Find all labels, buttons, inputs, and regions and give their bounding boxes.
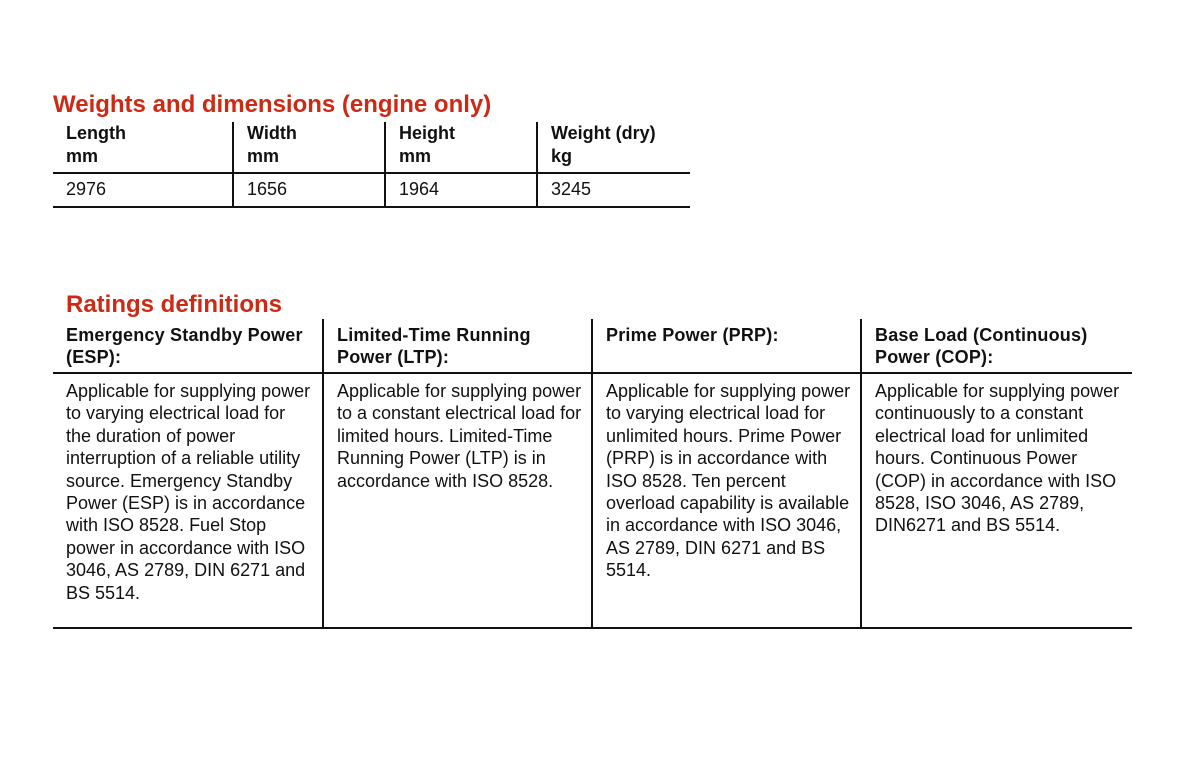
- header-label: Length: [66, 123, 126, 143]
- header-label: Width: [247, 123, 297, 143]
- table-row: [53, 173, 690, 207]
- header-unit: mm: [399, 146, 432, 166]
- cell-cop-description: Applicable for supplying power continuously to a constant electrical load for unlimited hours. Continuous Power (COP) in accordance with ISO 8528, ISO 3046, AS 2789, DIN6271 and BS 5514.: [861, 373, 1132, 628]
- cell-prp-description: Applicable for supplying power to varying electrical load for unlimited hours. Prime Power (PRP) is in accordance with ISO 8528. Ten percent overload capability is available in accordance with ISO 3046, AS 2789, DIN 6271 and BS 5514.: [592, 373, 861, 628]
- header-ltp: Limited-Time Running Power (LTP):: [323, 319, 592, 373]
- cell-length: 2976: [66, 179, 107, 199]
- cell-width: 1656: [233, 173, 385, 207]
- header-width: [233, 122, 385, 173]
- header-esp: Emergency Standby Power (ESP):: [66, 325, 303, 367]
- table-row: [53, 373, 1132, 628]
- header-unit: kg: [551, 146, 573, 166]
- cell-ltp-description: Applicable for supplying power to a constant electrical load for limited hours. Limited-Time Running Power (LTP) is in accordance with ISO 8528.: [323, 373, 592, 628]
- cell-esp-description: Applicable for supplying power to varying electrical load for the duration of power interruption of a reliable utility source. Emergency Standby Power (ESP) is in accordance with ISO 8528. Fuel Stop power in accordance with ISO 3046, AS 2789, DIN 6271 and BS 5514.: [66, 381, 311, 603]
- header-weight: [537, 122, 690, 173]
- header-label: Weight (dry): [551, 123, 656, 143]
- header-prp: Prime Power (PRP):: [592, 319, 861, 373]
- ratings-section-title: Ratings definitions: [66, 291, 282, 318]
- weights-section-title: Weights and dimensions (engine only): [53, 91, 492, 118]
- ratings-definitions-table: [53, 319, 1132, 629]
- header-cop: Base Load (Continuous) Power (COP):: [861, 319, 1132, 373]
- table-header-row: [53, 122, 690, 173]
- cell-height: 1964: [385, 173, 537, 207]
- header-label: Height: [399, 123, 455, 143]
- weights-dimensions-table: [53, 122, 690, 208]
- header-length: [53, 122, 233, 173]
- header-height: [385, 122, 537, 173]
- header-unit: mm: [247, 146, 280, 166]
- cell-weight: 3245: [537, 173, 690, 207]
- table-header-row: [53, 319, 1132, 373]
- header-unit: mm: [66, 146, 99, 166]
